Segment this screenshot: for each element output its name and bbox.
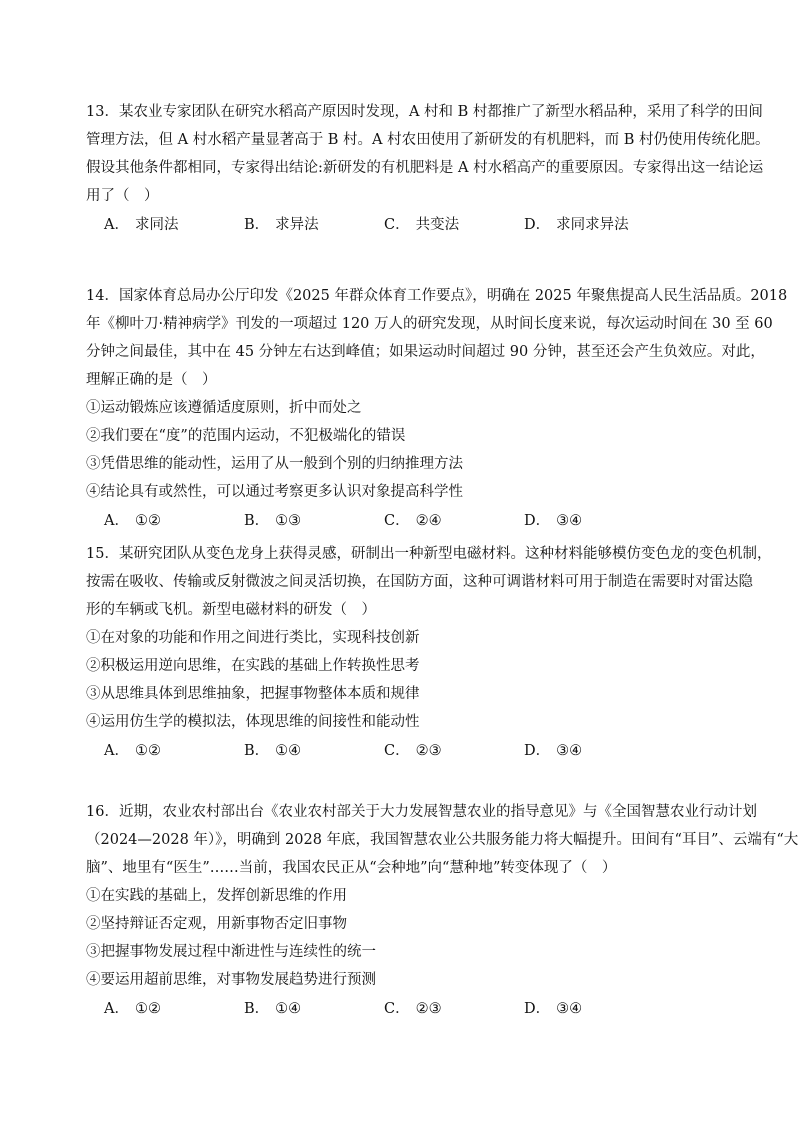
stem-text: 管理方法，但 A 村水稻产量显著高于 B 村。A 村农田使用了新研发的有机肥料，而 B 村仍使用传统化肥。	[86, 132, 770, 148]
statement-item: ②我们要在“度”的范围内运动，不犯极端化的错误	[86, 428, 406, 444]
option-c[interactable]	[384, 507, 524, 535]
stem-line	[86, 126, 770, 154]
stem-line	[86, 854, 726, 882]
option-letter: D．	[524, 743, 551, 759]
option-text: ①②	[134, 1001, 161, 1017]
question-15	[86, 540, 772, 766]
question-16	[86, 798, 799, 1024]
statement-item: ④结论具有或然性，可以通过考察更多认识对象提高科学性	[86, 484, 463, 500]
option-text: ②③	[415, 1001, 442, 1017]
statement-item: ①在对象的功能和作用之间进行类比，实现科技创新	[86, 630, 420, 646]
option-letter: A．	[104, 217, 129, 233]
option-letter: C．	[384, 743, 410, 759]
stem-text: 形的车辆或飞机。新型电磁材料的研发（ ）	[86, 602, 376, 618]
stem-line	[86, 182, 726, 210]
question-number: 15．	[86, 546, 119, 562]
answer-options	[86, 736, 726, 766]
option-d[interactable]	[524, 737, 664, 765]
option-b[interactable]	[244, 995, 384, 1023]
stem-text: 国家体育总局办公厅印发《2025 年群众体育工作要点》，明确在 2025 年聚焦提高人民生活品质。2018	[118, 288, 788, 304]
question-number: 16．	[86, 804, 119, 820]
option-letter: C．	[384, 1001, 410, 1017]
option-letter: B．	[244, 217, 270, 233]
option-letter: D．	[524, 513, 551, 529]
option-b[interactable]	[244, 211, 384, 239]
statement-item: ①运动锻炼应该遵循适度原则，折中而处之	[86, 400, 362, 416]
option-text: ①②	[134, 743, 161, 759]
option-letter: A．	[104, 513, 129, 529]
stem-line	[86, 338, 765, 366]
stem-line	[86, 310, 773, 338]
stem-line	[86, 568, 753, 596]
option-text: ③④	[556, 513, 583, 529]
stem-text: （2024—2028 年）》，明确到 2028 年底，我国智慧农业公共服务能力将大幅提升。田间有“耳目”、云端有“大	[86, 832, 799, 848]
option-letter: A．	[104, 743, 129, 759]
option-letter: B．	[244, 743, 270, 759]
option-d[interactable]	[524, 507, 664, 535]
option-text: ②④	[415, 513, 442, 529]
stem-text: 年《柳叶刀·精神病学》刊发的一项超过 120 万人的研究发现，从时间长度来说，每次运动时间在 30 至 60	[86, 316, 773, 332]
stem-text: 假设其他条件都相同，专家得出结论:新研发的有机肥料是 A 村水稻高产的重要原因。专家得出这一结论运	[86, 160, 764, 176]
option-letter: B．	[244, 1001, 270, 1017]
stem-line	[86, 798, 757, 826]
option-a[interactable]	[104, 995, 244, 1023]
stem-line	[86, 98, 763, 126]
option-text: 求同求异法	[556, 217, 629, 233]
question-stem	[86, 98, 770, 210]
stem-text: 用了（ ）	[86, 188, 159, 204]
statement-item: ③凭借思维的能动性，运用了从一般到个别的归纳推理方法	[86, 456, 463, 472]
question-number: 13．	[86, 104, 119, 120]
statement-item: ②积极运用逆向思维，在实践的基础上作转换性思考	[86, 658, 420, 674]
option-letter: B．	[244, 513, 270, 529]
question-stem	[86, 798, 799, 882]
option-text: ①④	[275, 1001, 302, 1017]
option-letter: A．	[104, 1001, 129, 1017]
statement-item: ②坚持辩证否定观，用新事物否定旧事物	[86, 916, 347, 932]
option-letter: D．	[524, 1001, 551, 1017]
stem-text: 脑”、地里有“医生”……当前，我国农民正从“会种地”向“慧种地”转变体现了（ ）	[86, 860, 617, 876]
stem-text: 近期，农业农村部出台《农业农村部关于大力发展智慧农业的指导意见》与《全国智慧农业行动计划	[118, 804, 757, 820]
question-stem	[86, 540, 772, 624]
option-letter: C．	[384, 513, 410, 529]
stem-text: 某农业专家团队在研究水稻高产原因时发现，A 村和 B 村都推广了新型水稻品种，采用了科学的田间	[118, 104, 763, 120]
option-c[interactable]	[384, 737, 524, 765]
option-b[interactable]	[244, 737, 384, 765]
stem-line	[86, 540, 772, 568]
statement-item: ③从思维具体到思维抽象，把握事物整体本质和规律	[86, 686, 420, 702]
option-b[interactable]	[244, 507, 384, 535]
option-d[interactable]	[524, 995, 664, 1023]
option-text: 求异法	[275, 217, 319, 233]
option-text: ③④	[556, 1001, 583, 1017]
option-letter: D．	[524, 217, 551, 233]
option-a[interactable]	[104, 737, 244, 765]
stem-line	[86, 366, 726, 394]
option-text: 求同法	[134, 217, 179, 233]
option-text: ②③	[415, 743, 442, 759]
stem-text: 按需在吸收、传输或反射微波之间灵活切换，在国防方面，这种可调谐材料可用于制造在需要时对雷达隐	[86, 574, 753, 590]
statement-item: ①在实践的基础上，发挥创新思维的作用	[86, 888, 347, 904]
stem-text: 分钟之间最佳，其中在 45 分钟左右达到峰值；如果运动时间超过 90 分钟，甚至还会产生负效应。对此，	[86, 344, 765, 360]
stem-line	[86, 826, 799, 854]
question-number: 14．	[86, 288, 119, 304]
option-text: ①②	[134, 513, 161, 529]
answer-options	[86, 506, 726, 536]
option-c[interactable]	[384, 995, 524, 1023]
answer-options	[86, 210, 726, 240]
option-text: ①③	[275, 513, 302, 529]
option-text: 共变法	[415, 217, 460, 233]
option-a[interactable]	[104, 211, 244, 239]
stem-line	[86, 596, 726, 624]
statement-item: ④运用仿生学的模拟法，体现思维的间接性和能动性	[86, 714, 420, 730]
answer-options	[86, 994, 726, 1024]
statement-item: ④要运用超前思维，对事物发展趋势进行预测	[86, 972, 376, 988]
option-text: ①④	[275, 743, 302, 759]
stem-line	[86, 154, 764, 182]
option-letter: C．	[384, 217, 410, 233]
option-c[interactable]	[384, 211, 524, 239]
stem-text: 某研究团队从变色龙身上获得灵感，研制出一种新型电磁材料。这种材料能够模仿变色龙的变色机制，	[118, 546, 772, 562]
option-d[interactable]	[524, 211, 664, 239]
question-stem	[86, 282, 788, 394]
statement-item: ③把握事物发展过程中渐进性与连续性的统一	[86, 944, 376, 960]
option-a[interactable]	[104, 507, 244, 535]
question-13	[86, 98, 770, 240]
option-text: ③④	[556, 743, 583, 759]
question-14	[86, 282, 788, 536]
stem-line	[86, 282, 788, 310]
stem-text: 理解正确的是（ ）	[86, 372, 217, 388]
